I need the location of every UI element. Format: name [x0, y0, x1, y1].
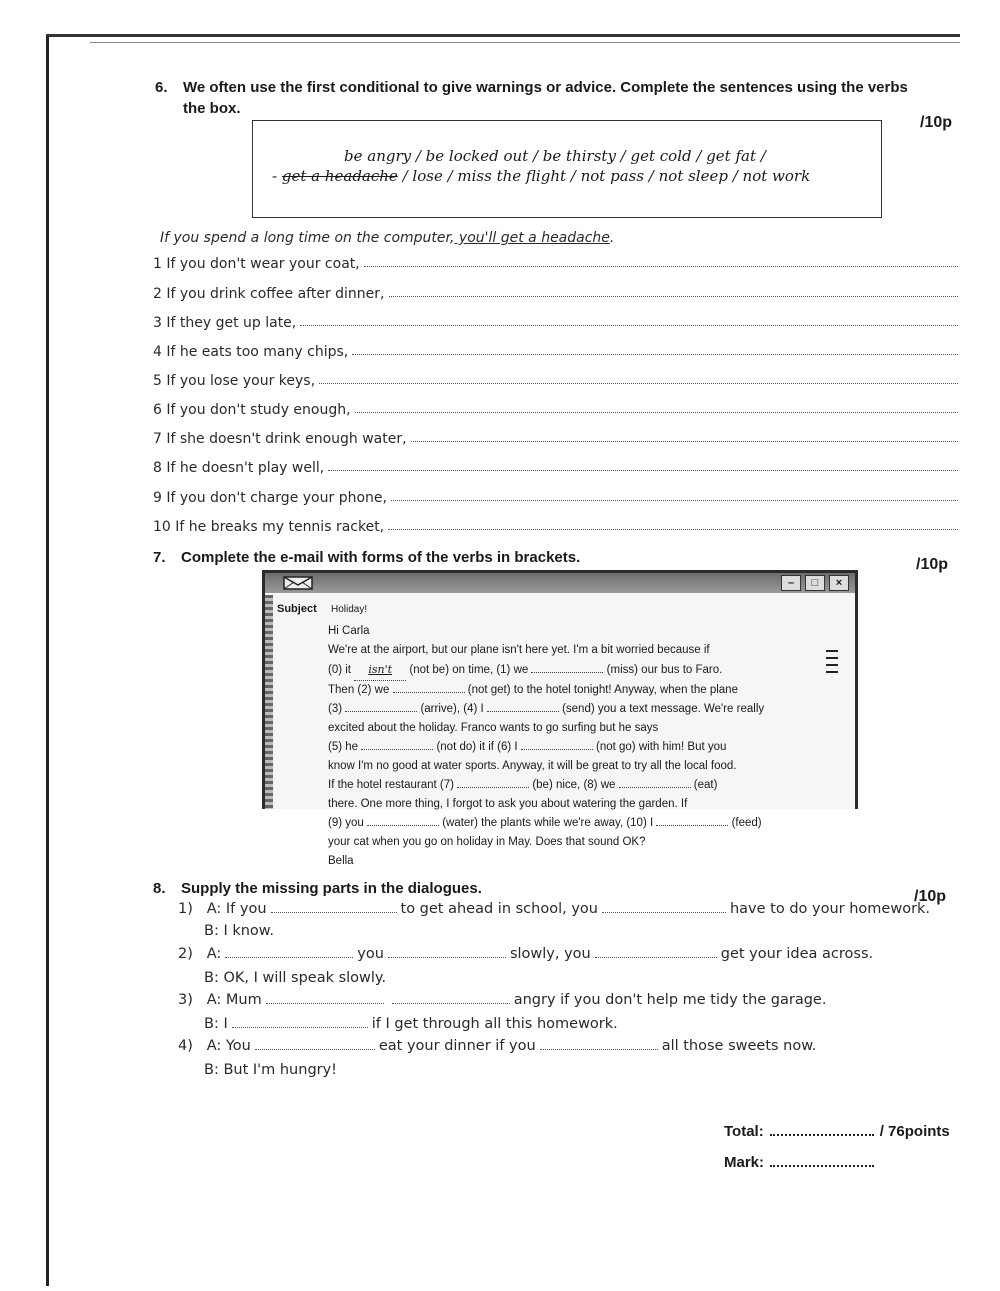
section6-heading: 6. We often use the first conditional to give warnings or advice. Complete the sentences using the verbs: [155, 79, 908, 96]
mark-blank[interactable]: [770, 1165, 874, 1167]
gap-6[interactable]: [521, 749, 593, 750]
envelope-icon: [283, 576, 313, 590]
answer-line[interactable]: [388, 529, 958, 530]
item-1: 1 If you don't wear your coat,: [153, 250, 958, 272]
gap-3[interactable]: [345, 711, 417, 712]
section8-heading: 8. Supply the missing parts in the dialogues.: [153, 880, 482, 897]
section6-heading-cont: the box.: [183, 100, 241, 117]
dialogue-3-b: B: I if I get through all this homework.: [204, 1016, 618, 1032]
section6-points: /10p: [920, 114, 953, 131]
dialogue-2-b: B: OK, I will speak slowly.: [204, 970, 387, 986]
gap-10[interactable]: [656, 825, 728, 826]
example-sentence: If you spend a long time on the computer, you'll get a headache.: [160, 230, 615, 246]
close-icon[interactable]: ×: [829, 575, 849, 591]
dialogue-blank[interactable]: [232, 1025, 368, 1028]
window-controls: [781, 575, 849, 591]
answer-line[interactable]: [391, 500, 958, 501]
dialogue-3-a: 3) A: Mum angry if you don't help me tidy the garage.: [178, 992, 827, 1008]
item-9: 9 If you don't charge your phone,: [153, 484, 958, 506]
answer-line[interactable]: [364, 266, 958, 267]
dialogue-blank[interactable]: [602, 910, 726, 913]
item-5: 5 If you lose your keys,: [153, 367, 958, 389]
item-4: 4 If he eats too many chips,: [153, 338, 958, 360]
verb-box-line2: - get a headache / lose / miss the flight / not pass / not sleep / not work: [272, 167, 811, 185]
dialogue-blank[interactable]: [595, 955, 717, 958]
dialogue-4-b: B: But I'm hungry!: [204, 1062, 337, 1078]
total-blank[interactable]: [770, 1134, 874, 1136]
gap-4[interactable]: [487, 711, 559, 712]
example-answer: you'll get a headache: [454, 230, 610, 246]
dialogue-1-b: B: I know.: [204, 923, 274, 939]
item-2: 2 If you drink coffee after dinner,: [153, 280, 958, 302]
total-line: Total: / 76points: [724, 1123, 950, 1140]
answer-line[interactable]: [300, 325, 958, 326]
scan-top-rule: [90, 42, 960, 43]
email-titlebar: [265, 573, 855, 593]
email-side-edge: [265, 595, 273, 809]
subject-label: Subject: [277, 603, 317, 615]
answer-line[interactable]: [389, 296, 959, 297]
answer-line[interactable]: [411, 441, 958, 442]
subject-value: Holiday!: [331, 604, 368, 615]
scrollbar[interactable]: [826, 650, 838, 678]
item-6: 6 If you don't study enough,: [153, 396, 958, 418]
answer-line[interactable]: [319, 383, 958, 384]
verb-box-line1: be angry / be locked out / be thirsty / get cold / get fat /: [344, 147, 766, 165]
dialogue-4-a: 4) A: You eat your dinner if you all those sweets now.: [178, 1038, 817, 1054]
item-8: 8 If he doesn't play well,: [153, 454, 958, 476]
item-7: 7 If she doesn't drink enough water,: [153, 425, 958, 447]
gap-0: isn't: [354, 660, 406, 681]
gap-9[interactable]: [367, 825, 439, 826]
dialogue-blank[interactable]: [271, 910, 397, 913]
email-body: Hi Carla We're at the airport, but our plane isn't here yet. I'm a bit worried because if (0) it isn't (not be) on time, (1) we (miss) our bus to Faro. Then (2) we (not get) to the hotel tonight! Anyway, when the plane (3) (arrive), (4) I (send) you a text message. We're really excited about the holiday. Franco wants to go surfing but he says (5) he (not do) it if (6) I (not go) with him! But you know I'm no good at water sports. Anyway, it will be great to try all the local food. If the hotel restaurant (7) (be) nice, (8) we (eat) there. One more thing, I forgot to ask you about watering the garden. If (9) you (water) the plants while we're away, (10) I (feed) your cat when you go on holiday in May. Does that sound OK? Bella: [328, 625, 765, 867]
maximize-icon[interactable]: □: [805, 575, 825, 591]
dialogue-blank[interactable]: [388, 955, 506, 958]
gap-8[interactable]: [619, 787, 691, 788]
section7-points: /10p: [916, 556, 949, 573]
struck-example-verb: get a headache: [281, 167, 398, 185]
dialogue-blank[interactable]: [392, 1001, 510, 1004]
answer-line[interactable]: [355, 412, 958, 413]
dialogue-blank[interactable]: [266, 1001, 384, 1004]
gap-2[interactable]: [393, 692, 465, 693]
item-10: 10 If he breaks my tennis racket,: [153, 513, 958, 535]
section8-points: /10p: [914, 888, 947, 905]
dialogue-1-a: 1) A: If you to get ahead in school, you have to do your homework.: [178, 901, 931, 917]
minimize-icon[interactable]: –: [781, 575, 801, 591]
dialogue-2-a: 2) A: you slowly, you get your idea across.: [178, 946, 874, 962]
answer-line[interactable]: [352, 354, 958, 355]
section7-heading: 7. Complete the e-mail with forms of the verbs in brackets.: [153, 549, 581, 566]
scan-top-edge: [46, 34, 960, 37]
answer-line[interactable]: [328, 470, 958, 471]
dialogue-blank[interactable]: [255, 1047, 375, 1050]
mark-line: Mark:: [724, 1154, 880, 1171]
item-3: 3 If they get up late,: [153, 309, 958, 331]
gap-7[interactable]: [457, 787, 529, 788]
scan-left-edge: [46, 36, 49, 1286]
gap-1[interactable]: [531, 672, 603, 673]
dialogue-blank[interactable]: [225, 955, 353, 958]
dialogue-blank[interactable]: [540, 1047, 658, 1050]
gap-5[interactable]: [361, 749, 433, 750]
